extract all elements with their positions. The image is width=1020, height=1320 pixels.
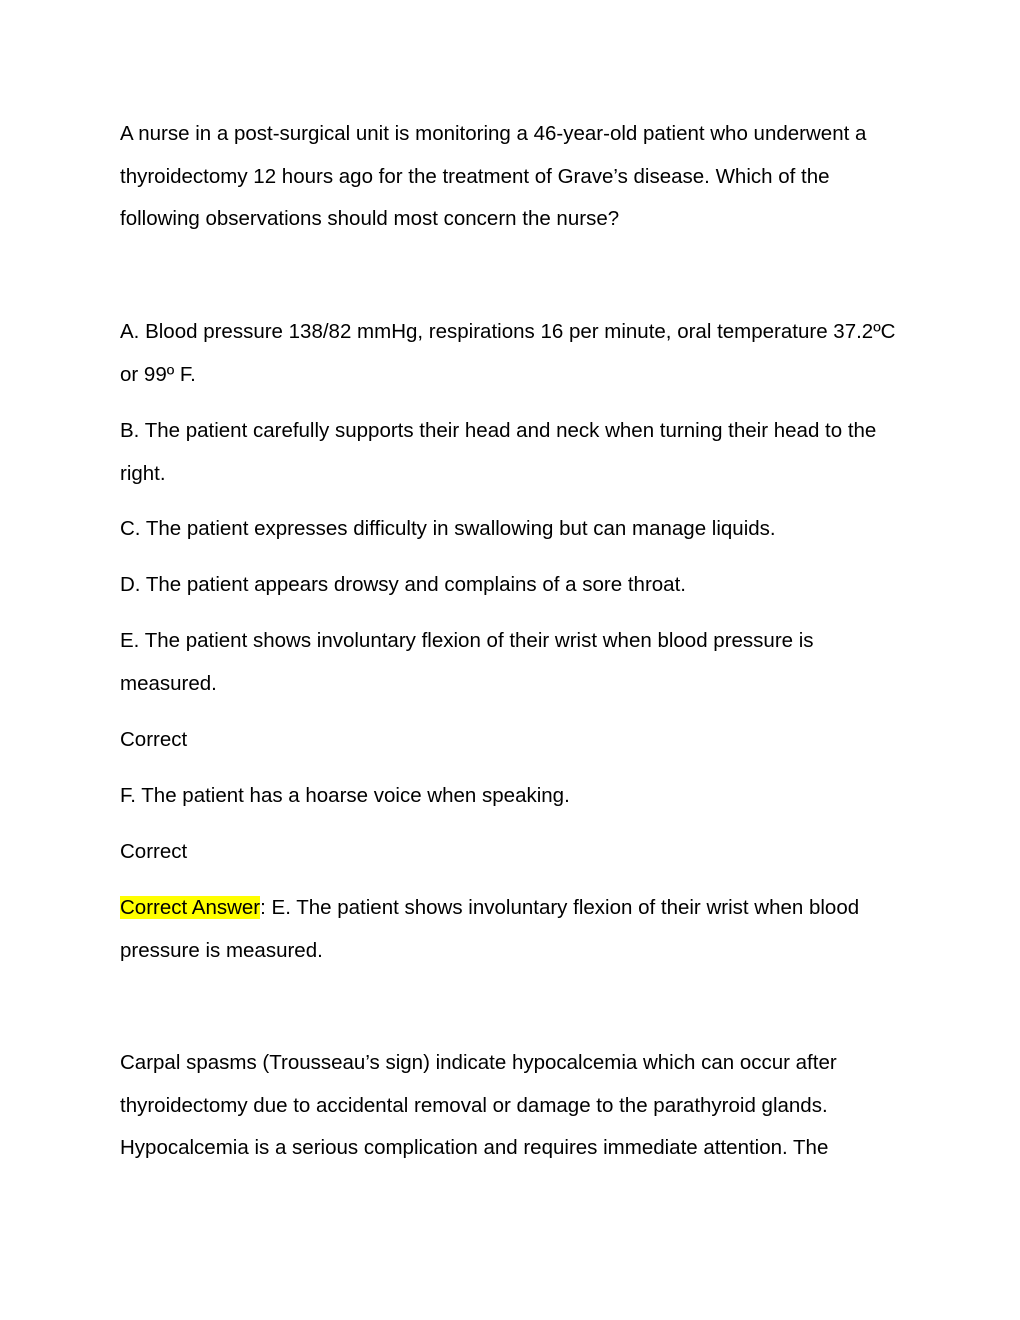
option-a: A. Blood pressure 138/82 mmHg, respirations 16 per minute, oral temperature 37.2ºC or 99º F. xyxy=(120,320,896,386)
question-text: A nurse in a post-surgical unit is monitoring a 46-year-old patient who underwent a thyroidectomy 12 hours ago for the treatment of Grave’s disease. Which of the following observations should most concern the nurse? xyxy=(120,122,867,230)
correct-marker-e: Correct xyxy=(120,728,188,751)
option-d: D. The patient appears drowsy and complains of a sore throat. xyxy=(120,573,686,596)
correct-marker-f: Correct xyxy=(120,840,188,863)
correct-answer-text: : E. The patient shows involuntary flexion of their wrist when blood pressure is measured. xyxy=(120,896,860,962)
explanation-text: Carpal spasms (Trousseau’s sign) indicate hypocalcemia which can occur after thyroidectomy due to accidental removal or damage to the parathyroid glands. Hypocalcemia is a serious complication and requires immediate attention. The xyxy=(120,1051,837,1159)
option-e: E. The patient shows involuntary flexion of their wrist when blood pressure is measured. xyxy=(120,629,814,695)
option-b: B. The patient carefully supports their head and neck when turning their head to the right. xyxy=(120,419,877,485)
correct-answer-paragraph xyxy=(120,887,910,972)
option-c: C. The patient expresses difficulty in swallowing but can manage liquids. xyxy=(120,517,776,540)
correct-answer-label: Correct Answer xyxy=(120,896,261,919)
option-f: F. The patient has a hoarse voice when speaking. xyxy=(120,784,570,807)
